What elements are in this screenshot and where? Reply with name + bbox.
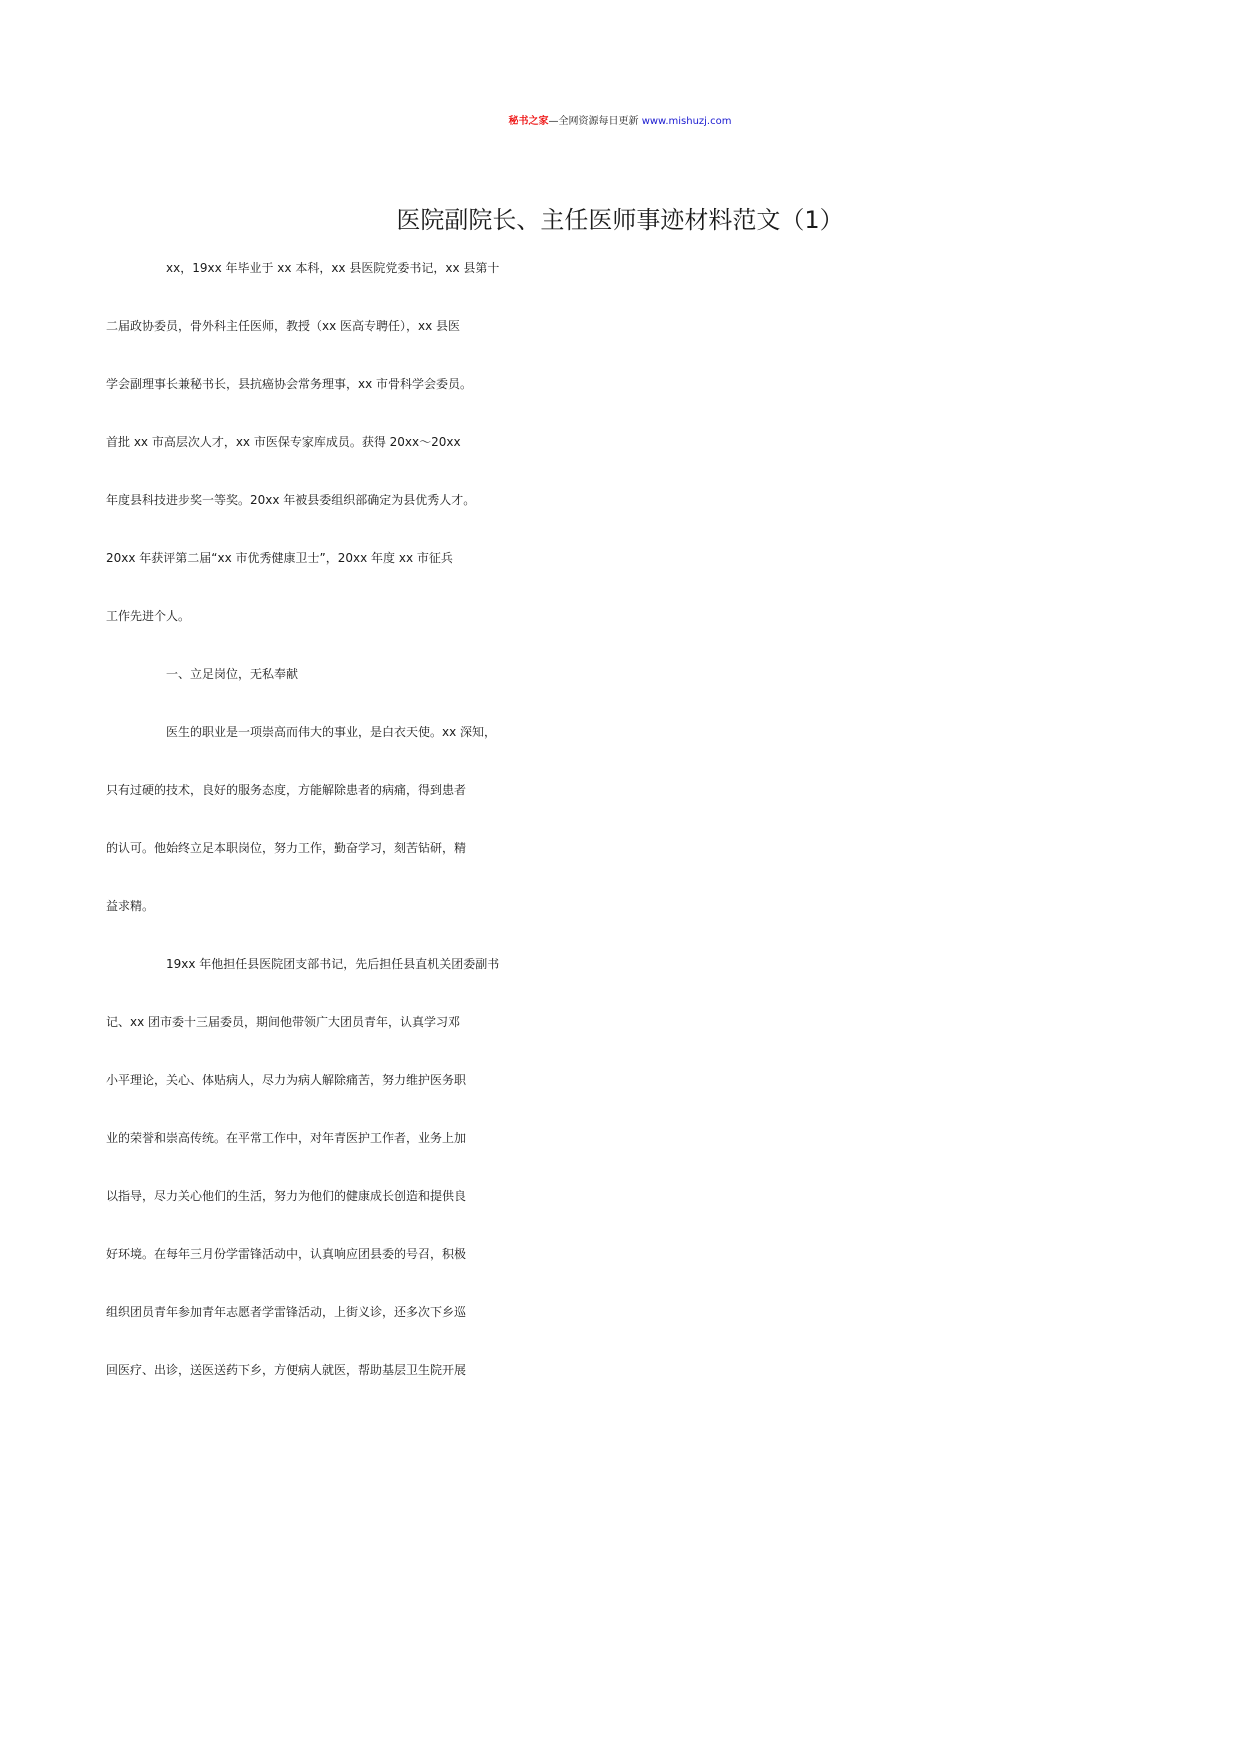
document-title: 医院副院长、主任医师事迹材料范文（1） <box>396 206 844 234</box>
body-line: 益求精。 <box>106 899 155 913</box>
body-line: 20xx 年获评第二届“xx 市优秀健康卫士”，20xx 年度 xx 市征兵 <box>106 551 453 565</box>
body-line: 首批 xx 市高层次人才，xx 市医保专家库成员。获得 20xx～20xx <box>106 435 461 449</box>
section-heading: 一、立足岗位，无私奉献 <box>166 667 299 681</box>
header-slogan: —全网资源每日更新 <box>548 116 639 127</box>
body-line: 只有过硬的技术，良好的服务态度，方能解除患者的病痛，得到患者 <box>106 783 467 797</box>
body-line: 记、xx 团市委十三届委员，期间他带领广大团员青年，认真学习邓 <box>106 1015 461 1029</box>
body-line: 医生的职业是一项崇高而伟大的事业，是白衣天使。xx 深知， <box>166 725 497 739</box>
body-line: 组织团员青年参加青年志愿者学雷锋活动，上街义诊，还多次下乡巡 <box>106 1305 467 1319</box>
body-line: xx，19xx 年毕业于 xx 本科，xx 县医院党委书记，xx 县第十 <box>166 261 500 275</box>
body-line: 业的荣誉和崇高传统。在平常工作中，对年青医护工作者，业务上加 <box>106 1131 467 1145</box>
body-line: 年度县科技进步奖一等奖。20xx 年被县委组织部确定为县优秀人才。 <box>106 493 476 507</box>
body-line: 19xx 年他担任县医院团支部书记，先后担任县直机关团委副书 <box>166 957 500 971</box>
body-line: 的认可。他始终立足本职岗位，努力工作，勤奋学习，刻苦钻研，精 <box>106 841 467 855</box>
body-line: 学会副理事长兼秘书长，县抗癌协会常务理事，xx 市骨科学会委员。 <box>106 377 473 391</box>
body-line: 小平理论，关心、体贴病人，尽力为病人解除痛苦，努力维护医务职 <box>106 1073 467 1087</box>
brand-name: 秘书之家 <box>508 116 549 127</box>
site-url-link[interactable]: www.mishuzj.com <box>641 116 732 127</box>
site-header <box>0 102 1240 142</box>
body-line: 工作先进个人。 <box>106 609 191 623</box>
body-line: 二届政协委员，骨外科主任医师，教授（xx 医高专聘任），xx 县医 <box>106 319 461 333</box>
body-line: 好环境。在每年三月份学雷锋活动中，认真响应团县委的号召，积极 <box>106 1247 467 1261</box>
body-line: 以指导，尽力关心他们的生活，努力为他们的健康成长创造和提供良 <box>106 1189 467 1203</box>
body-line: 回医疗、出诊，送医送药下乡，方便病人就医，帮助基层卫生院开展 <box>106 1363 467 1377</box>
